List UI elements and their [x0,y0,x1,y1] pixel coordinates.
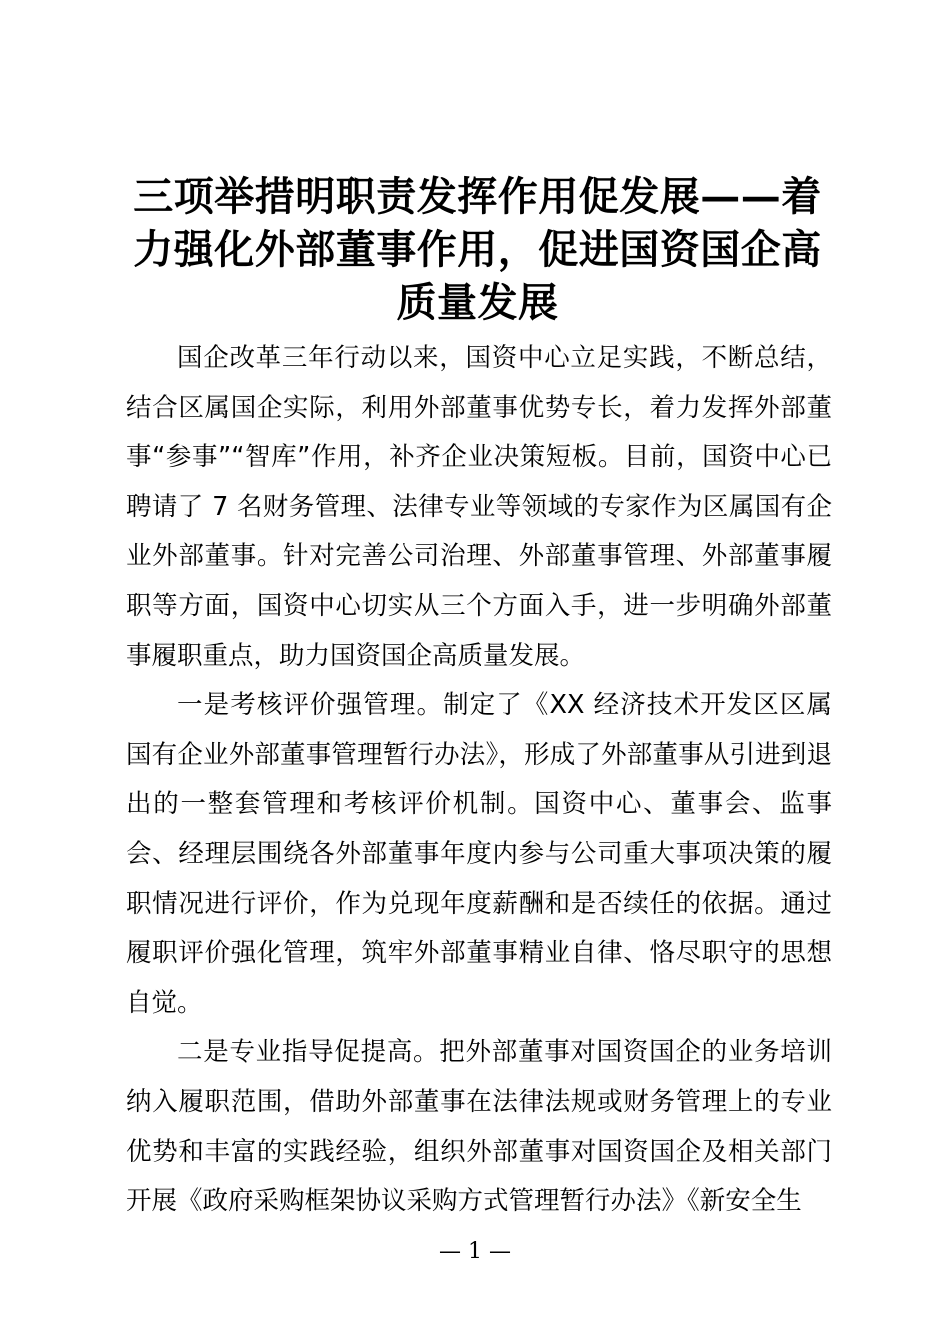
paragraph-guidance: 二是专业指导促提高。把外部董事对国资国企的业务培训纳入履职范围，借助外部董事在法律法规或财务管理上的专业优势和丰富的实践经验，组织外部董事对国资国企及相关部门开展《政府采购框架协议采购方式管理暂行办法》《新安全生 [126,1037,832,1217]
document-body [126,334,832,1227]
page-number: — 1 — [439,1239,511,1264]
paragraph-assessment: 一是考核评价强管理。制定了《XX 经济技术开发区区属国有企业外部董事管理暂行办法》，形成了外部董事从引进到退出的一整套管理和考核评价机制。国资中心、董事会、监事会、经理层围绕各外部董事年度内参与公司重大事项决策的履职情况进行评价，作为兑现年度薪酬和是否续任的依据。通过履职评价强化管理，筑牢外部董事精业自律、恪尽职守的思想自觉。 [126,690,832,1018]
paragraph-intro: 国企改革三年行动以来，国资中心立足实践，不断总结，结合区属国企实际，利用外部董事优势专长，着力发挥外部董事“参事”“智库”作用，补齐企业决策短板。目前，国资中心已聘请了 7 名财务管理、法律专业等领域的专家作为区属国有企业外部董事。针对完善公司治理、外部董事管理、外部董事履职等方面，国资中心切实从三个方面入手，进一步明确外部董事履职重点，助力国资国企高质量发展。 [126,343,832,671]
document-title: 三项举措明职责发挥作用促发展——着力强化外部董事作用，促进国资国企高质量发展 [133,173,822,326]
